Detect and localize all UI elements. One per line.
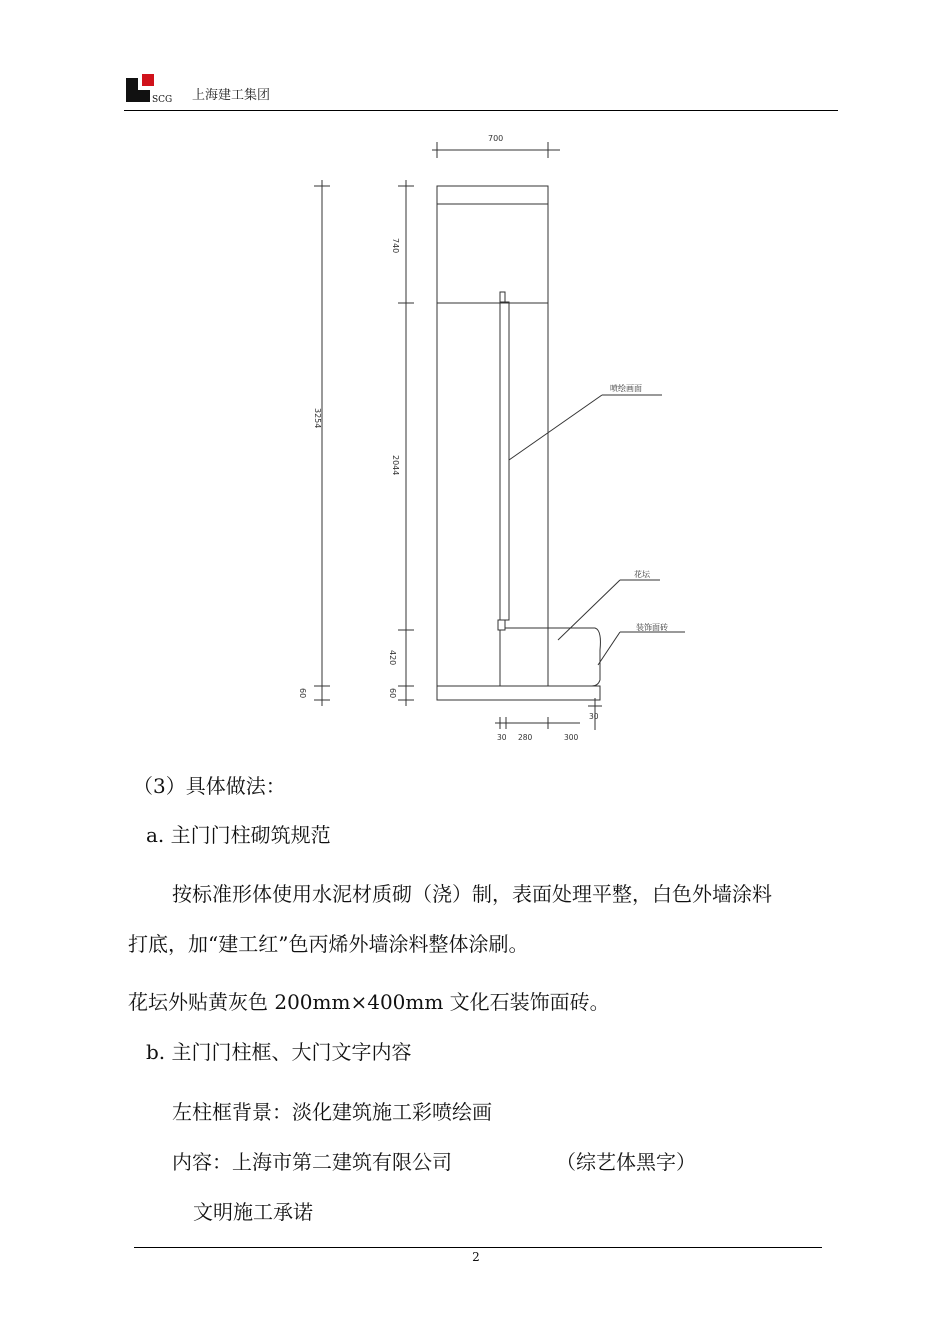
dim-lower-label: 420 xyxy=(388,650,397,666)
dim-bottom-30: 30 xyxy=(497,733,507,742)
header-divider xyxy=(124,110,838,111)
dim-top-label: 700 xyxy=(488,134,504,143)
header-company-name: 上海建工集团 xyxy=(192,88,271,103)
dim-right-30: 30 xyxy=(589,712,599,721)
dim-base-right-label: 60 xyxy=(388,688,397,699)
dim-middle-label: 2044 xyxy=(391,455,400,476)
paragraph-1-line-2: 打底，加“建工红”色丙烯外墙涂料整体涂刷。 xyxy=(128,932,529,956)
left-frame-background: 左柱框背景：淡化建筑施工彩喷绘画 xyxy=(172,1100,492,1124)
civilized-construction-promise: 文明施工承诺 xyxy=(193,1200,313,1224)
paragraph-2: 花坛外贴黄灰色 200mm×400mm 文化石装饰面砖。 xyxy=(128,990,610,1014)
paragraph-1-line-1: 按标准形体使用水泥材质砌（浇）制，表面处理平整，白色外墙涂料 xyxy=(172,882,772,906)
dim-bottom-280: 280 xyxy=(518,733,533,742)
font-note: （综艺体黑字） xyxy=(556,1150,696,1174)
company-logo xyxy=(126,74,182,104)
footer-divider xyxy=(134,1247,822,1248)
page-number: 2 xyxy=(472,1250,480,1264)
logo-text: SCG xyxy=(152,95,173,104)
gate-pillar-drawing xyxy=(280,120,700,765)
dim-total-label: 3254 xyxy=(313,408,322,429)
dim-base-left-label: 60 xyxy=(298,688,307,699)
content-line: 内容：上海市第二建筑有限公司 xyxy=(172,1150,452,1174)
label-tile: 装饰面砖 xyxy=(636,623,668,632)
label-mural: 喷绘画面 xyxy=(610,384,642,393)
item-a-heading: a. 主门门柱砌筑规范 xyxy=(146,823,331,847)
label-planter: 花坛 xyxy=(634,570,650,579)
section-heading: （3）具体做法： xyxy=(133,774,286,798)
dim-bottom-300: 300 xyxy=(564,733,579,742)
dim-upper-label: 740 xyxy=(391,238,400,254)
item-b-heading: b. 主门门柱框、大门文字内容 xyxy=(146,1040,412,1064)
